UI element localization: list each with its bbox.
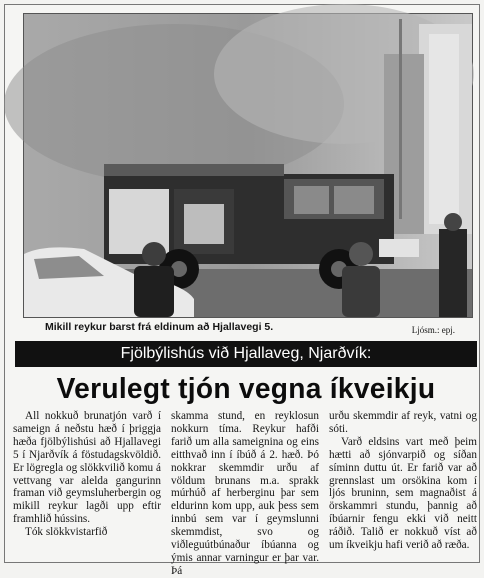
photo-caption-row	[23, 321, 471, 335]
newspaper-clipping	[4, 4, 480, 577]
column-2	[171, 410, 319, 577]
paragraph: urðu skemmdir af reyk, vatni og sóti.	[329, 410, 477, 435]
headline: Verulegt tjón vegna íkveikju	[56, 373, 436, 405]
fire-truck-photo	[23, 13, 473, 318]
paragraph: Varð eldsins vart með þeim hætti að sjónvarpið og síðan síminn duttu út. Er farið var að grennslast um orsökina kom í ljós bruninn, sem magnaðist á örskammri stundu, þannig að íbúarnir fengu ekki við neitt ráðið. Talið er nokkuð víst að um íkveikju hafi verið að ræða.	[329, 435, 477, 552]
photo-credit: Ljósm.: epj.	[411, 325, 455, 335]
article-body	[13, 410, 477, 577]
photo-caption: Mikill reykur barst frá eldinum að Hjallavegi 5.	[45, 321, 274, 333]
paragraph: Tók slökkvistarfið	[25, 526, 108, 539]
paragraph: All nokkuð brunatjón varð í sameign á neðstu hæð í þriggja hæða fjölbýlishúsi að Hjallavegi 5 í Njarðvík á föstudagskvöldið. Er lögregla og slökkvilið komu á vettvang var alelda gangurinn framan við geymsluherbergin og mikill reykur lagði upp eftir framhlið hússins.	[13, 410, 161, 526]
kicker-band: Fjölbýlishús við Hjallaveg, Njarðvík:	[15, 341, 477, 367]
paragraph: skamma stund, en reyklosun nokkurn tíma. Reykur hafði farið um alla sameignina og eins eitthvað inn í íbúð á 2. hæð. Þó nokkrar skemmdir urðu af völdum brunans m.a. sprakk múrhúð af herberginu þar sem eldurinn kom upp, auk þess sem innbú sem var í geymslunni skemmdist, svo og viðleguútbúnaður íbúanna og ýmis annar varningur er þar var. Þá	[171, 410, 319, 577]
column-3	[329, 410, 477, 562]
column-1	[13, 410, 161, 562]
